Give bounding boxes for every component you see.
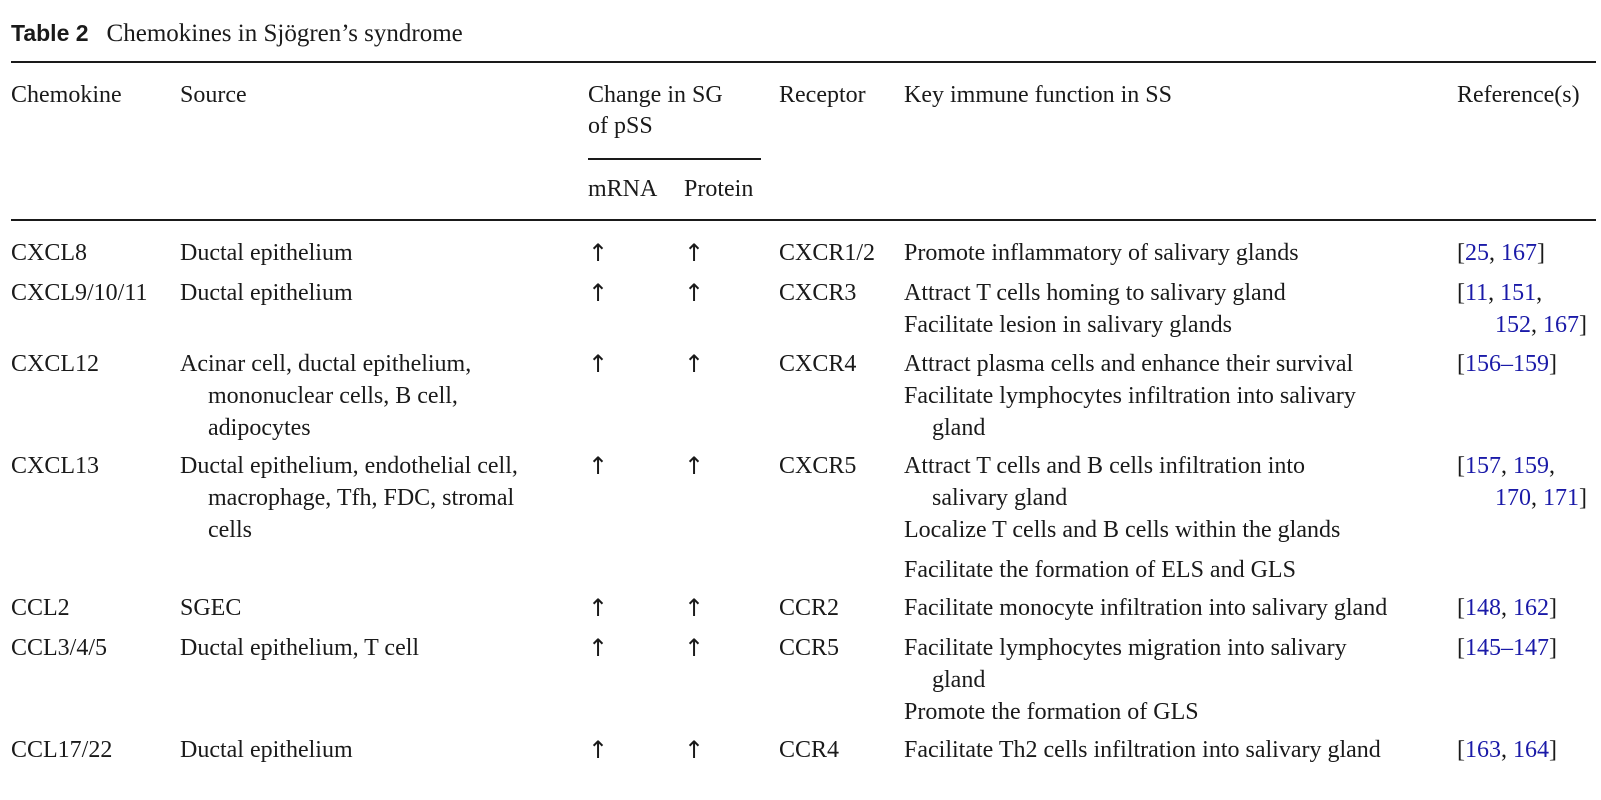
reference-cell [1457,237,1587,269]
mrna-up-arrow: ↑ [588,736,609,764]
function-cell [904,277,1286,341]
protein-up-arrow: ↑ [684,279,705,307]
chemokine-cell: CCL2 [11,595,70,621]
function-item [904,380,1356,444]
receptor-cell: CCR4 [779,737,840,763]
reference-punct: [ [1457,453,1465,479]
function-line: salivary gland [932,485,1068,511]
protein-up-arrow: ↑ [684,452,705,480]
function-item [904,554,1340,586]
protein-up-arrow: ↑ [684,736,705,764]
reference-punct: ] [1579,312,1587,338]
reference-line [1457,592,1587,624]
reference-punct: [ [1457,351,1465,377]
header-protein: Protein [684,176,754,202]
source-cell [180,237,353,269]
table-title: Chemokines in Sjögren’s syndrome [106,20,463,47]
reference-link[interactable]: 157 [1465,453,1501,479]
function-line: Attract T cells and B cells infiltration into [904,453,1306,479]
reference-punct: [ [1457,595,1465,621]
mrna-up-arrow: ↑ [588,279,609,307]
header-change-line2: of pSS [588,113,653,139]
source-line: macrophage, Tfh, FDC, stromal [208,485,515,511]
reference-link[interactable]: 156–159 [1465,351,1549,377]
function-line: Facilitate lesion in salivary glands [904,312,1232,338]
chemokine-cell: CXCL8 [11,240,88,266]
source-line: Ductal epithelium [180,280,353,306]
reference-cell [1457,632,1587,664]
function-line: Facilitate lymphocytes migration into salivary [904,635,1347,661]
receptor-cell: CXCR3 [779,280,857,306]
reference-punct: [ [1457,635,1465,661]
function-item [904,696,1347,728]
reference-line [1457,734,1587,766]
function-line: Promote inflammatory of salivary glands [904,240,1299,266]
reference-link[interactable]: 148 [1465,595,1501,621]
function-item [904,277,1286,309]
chemokine-cell: CXCL9/10/11 [11,280,148,306]
reference-punct: ] [1579,485,1587,511]
function-line: Promote the formation of GLS [904,699,1199,725]
function-item [904,514,1340,546]
table-label: Table 2 [11,20,89,46]
reference-punct: , [1531,312,1543,338]
function-cell [904,348,1356,444]
reference-punct: ] [1537,240,1545,266]
reference-punct: [ [1457,737,1465,763]
top-rule [11,61,1596,63]
function-item [904,348,1356,380]
function-line: Facilitate Th2 cells infiltration into salivary gland [904,737,1381,763]
header-change [588,80,723,142]
chemokine-cell: CXCL12 [11,351,100,377]
mrna-up-arrow: ↑ [588,594,609,622]
reference-line [1457,277,1587,309]
reference-cell [1457,450,1587,514]
reference-line [1457,450,1587,482]
reference-cell [1457,277,1587,341]
source-line: Ductal epithelium [180,737,353,763]
source-line: Acinar cell, ductal epithelium, [180,351,472,377]
reference-line [1457,632,1587,664]
reference-link[interactable]: 145–147 [1465,635,1549,661]
receptor-cell: CCR2 [779,595,840,621]
reference-punct: ] [1549,635,1557,661]
reference-link[interactable]: 152 [1495,312,1531,338]
source-cell [180,348,471,444]
reference-line [1457,237,1587,269]
chemokine-cell: CCL17/22 [11,737,113,763]
reference-punct: [ [1457,240,1465,266]
reference-punct: , [1501,737,1513,763]
receptor-cell: CXCR4 [779,351,857,377]
source-line: SGEC [180,595,242,621]
protein-up-arrow: ↑ [684,239,705,267]
header-references: Reference(s) [1457,82,1580,108]
header-chemokine: Chemokine [11,82,122,108]
header-bottom-rule [11,219,1596,221]
reference-punct: , [1536,280,1543,306]
reference-line [1457,348,1587,380]
function-cell [904,592,1387,624]
reference-punct: , [1501,595,1513,621]
header-mrna: mRNA [588,176,658,202]
header-receptor: Receptor [779,82,866,108]
source-line: Ductal epithelium [180,240,353,266]
reference-cell [1457,348,1587,380]
source-line: Ductal epithelium, endothelial cell, [180,453,518,479]
source-cell [180,592,241,624]
reference-link[interactable]: 167 [1543,312,1579,338]
reference-punct: , [1501,453,1513,479]
function-item [904,450,1340,514]
mrna-up-arrow: ↑ [588,634,609,662]
protein-up-arrow: ↑ [684,594,705,622]
receptor-cell: CXCR5 [779,453,857,479]
reference-cell [1457,592,1587,624]
reference-punct: ] [1549,737,1557,763]
function-item [904,632,1347,696]
receptor-cell: CCR5 [779,635,840,661]
mrna-up-arrow: ↑ [588,452,609,480]
source-cell [180,277,353,309]
mrna-up-arrow: ↑ [588,239,609,267]
function-item [904,734,1381,766]
function-line: gland [932,667,986,693]
source-cell [180,450,518,546]
receptor-cell: CXCR1/2 [779,240,876,266]
function-line: gland [932,415,986,441]
reference-punct: , [1531,485,1543,511]
function-line: Facilitate monocyte infiltration into salivary gland [904,595,1388,621]
reference-cell [1457,734,1587,766]
protein-up-arrow: ↑ [684,350,705,378]
function-item [904,309,1286,341]
source-line: mononuclear cells, B cell, [208,383,458,409]
function-line: Attract T cells homing to salivary gland [904,280,1286,306]
reference-punct: [ [1457,280,1465,306]
reference-link[interactable]: 171 [1543,485,1579,511]
header-function: Key immune function in SS [904,82,1172,108]
source-line: cells [208,517,252,543]
reference-punct: , [1549,453,1555,479]
reference-link[interactable]: 159 [1513,453,1549,479]
reference-punct: ] [1549,351,1557,377]
reference-link[interactable]: 11 [1465,280,1489,306]
function-cell [904,632,1347,728]
source-cell [180,734,353,766]
reference-link[interactable]: 170 [1495,485,1531,511]
reference-link[interactable]: 25 [1465,240,1489,266]
source-cell [180,632,419,664]
reference-punct: , [1488,280,1501,306]
source-line: Ductal epithelium, T cell [180,635,420,661]
table-caption [11,20,463,48]
function-item [904,592,1387,624]
function-cell [904,237,1299,269]
protein-up-arrow: ↑ [684,634,705,662]
function-line: Facilitate lymphocytes infiltration into salivary [904,383,1356,409]
reference-punct: , [1489,240,1501,266]
change-subheader-rule [588,158,761,160]
mrna-up-arrow: ↑ [588,350,609,378]
header-change-line1: Change in SG [588,82,723,108]
reference-line [1457,482,1587,514]
function-line: Facilitate the formation of ELS and GLS [904,557,1296,583]
reference-link[interactable]: 162 [1513,595,1549,621]
reference-punct: ] [1549,595,1557,621]
function-cell [904,450,1340,586]
reference-link[interactable]: 163 [1465,737,1501,763]
reference-link[interactable]: 164 [1513,737,1549,763]
function-item [904,237,1299,269]
chemokine-cell: CCL3/4/5 [11,635,108,661]
function-cell [904,734,1381,766]
header-source: Source [180,82,247,108]
source-line: adipocytes [208,415,311,441]
chemokine-cell: CXCL13 [11,453,100,479]
reference-link[interactable]: 151 [1500,280,1537,306]
function-line: Attract plasma cells and enhance their survival [904,351,1354,377]
function-line: Localize T cells and B cells within the glands [904,517,1341,543]
reference-line [1457,309,1587,341]
reference-link[interactable]: 167 [1501,240,1537,266]
